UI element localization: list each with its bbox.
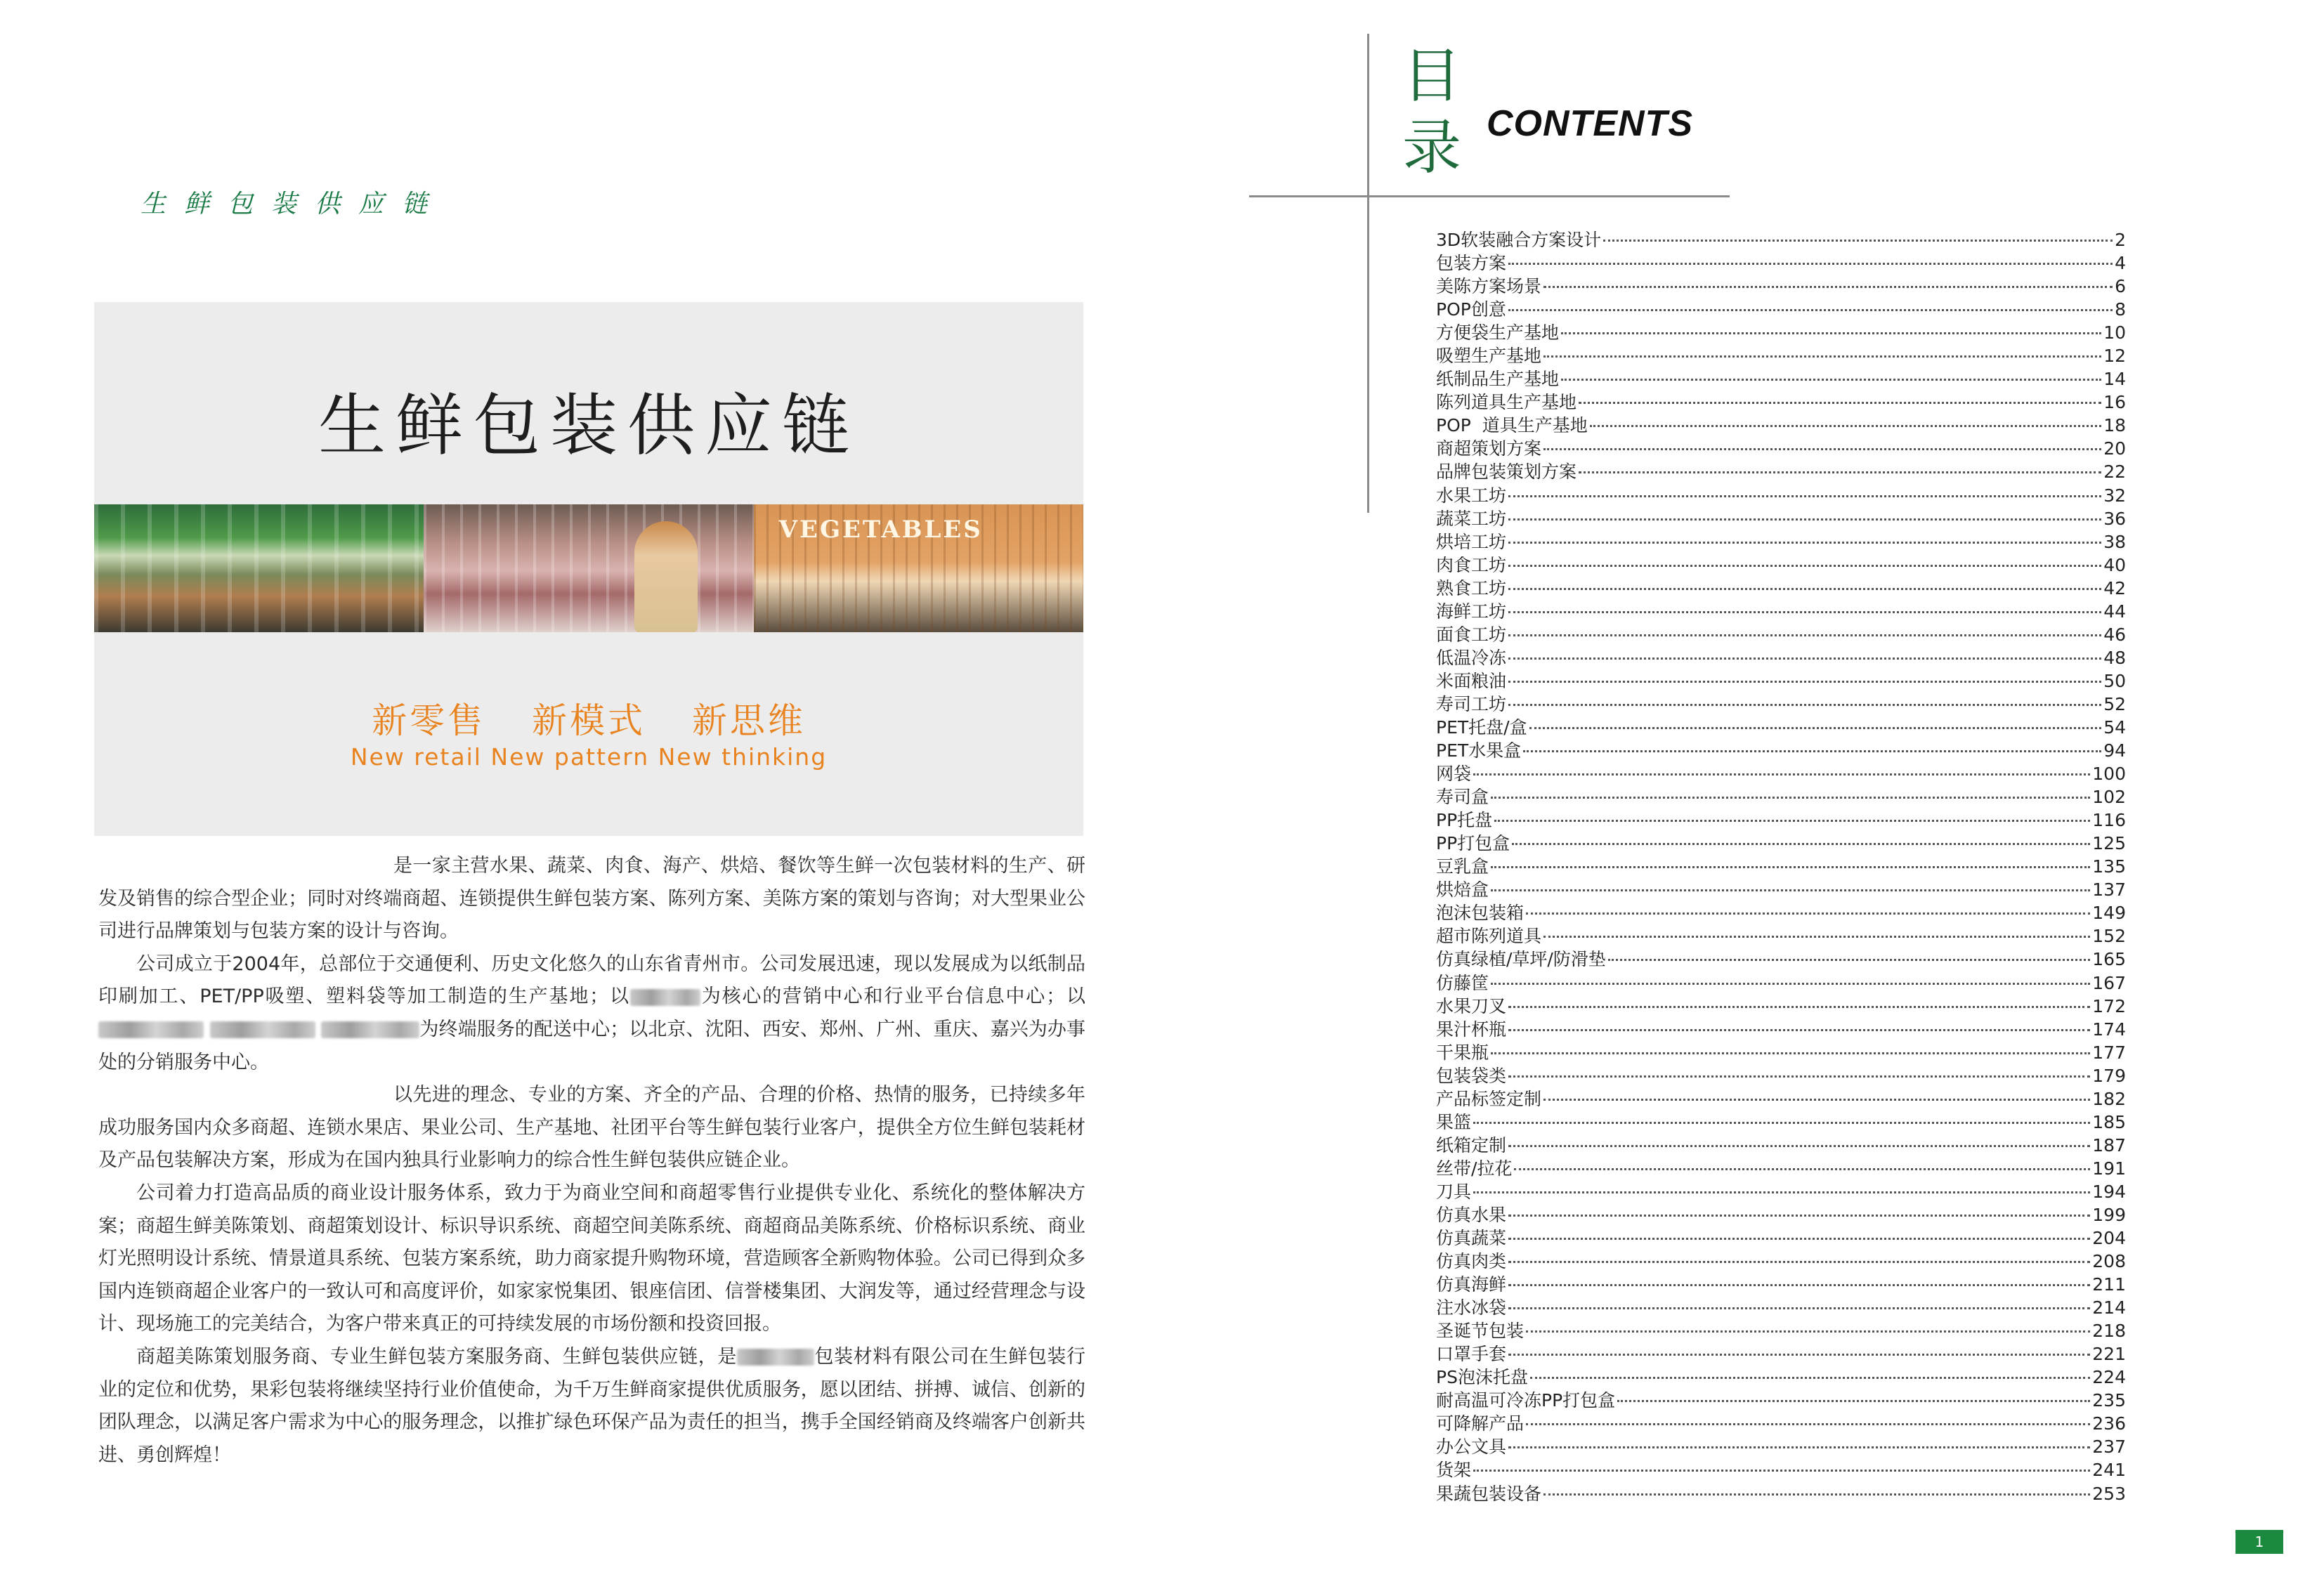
toc-entry[interactable]: [1436, 901, 2126, 924]
toc-entry[interactable]: [1436, 298, 2126, 321]
toc-leader-dots: [1608, 959, 2090, 961]
toc-entry-label: 泡沫包装箱: [1436, 903, 1525, 924]
table-of-contents: [1436, 228, 2126, 1505]
toc-entry-page: 50: [2103, 670, 2126, 691]
toc-entry[interactable]: [1436, 669, 2126, 693]
toc-entry-page: 20: [2103, 438, 2126, 459]
toc-entry[interactable]: [1436, 1134, 2126, 1157]
toc-entry[interactable]: [1436, 878, 2126, 901]
toc-entry-label: 刀具: [1436, 1181, 1472, 1202]
intro-paragraph: 以先进的理念、专业的方案、齐全的产品、合理的价格、热情的服务，已持续多年成功服务国内众多商超、连锁水果店、果业公司、生产基地、社团平台等生鲜包装行业客户，提供全方位生鲜包装耗材及产品包装解决方案，形成为在国内独具行业影响力的综合性生鲜包装供应链企业。: [98, 1084, 1085, 1172]
toc-entry-page: 224: [2092, 1367, 2126, 1388]
redacted-text: [737, 1349, 814, 1366]
toc-leader-dots: [1508, 1215, 2090, 1217]
slogan-chinese: 新零售 新模式 新思维: [372, 700, 806, 741]
toc-leader-dots: [1491, 866, 2090, 868]
toc-entry-page: 236: [2092, 1413, 2126, 1434]
contents-heading: CONTENTS: [1487, 103, 1693, 144]
hero-banner: [94, 302, 1083, 836]
redacted-text: [630, 989, 700, 1006]
toc-entry-page: 4: [2115, 253, 2126, 274]
toc-entry-page: 214: [2092, 1297, 2126, 1318]
toc-entry-label: 口罩手套: [1436, 1344, 1507, 1365]
toc-entry-label: 蔬菜工坊: [1436, 508, 1507, 529]
toc-leader-dots: [1512, 843, 2090, 845]
toc-entry-label: PP打包盒: [1436, 833, 1510, 854]
toc-leader-dots: [1508, 1354, 2090, 1356]
toc-entry-page: 187: [2092, 1134, 2126, 1156]
toc-entry-page: 172: [2092, 995, 2126, 1016]
redacted-text: [321, 1021, 419, 1038]
toc-entry-page: 6: [2115, 276, 2126, 297]
toc-entry-page: 208: [2092, 1251, 2126, 1272]
toc-entry-label: 水果刀叉: [1436, 995, 1507, 1016]
toc-entry-label: 陈列道具生产基地: [1436, 392, 1577, 413]
supermarket-photo-strip: [94, 504, 1083, 632]
toc-leader-dots: [1508, 309, 2113, 311]
toc-entry-page: 199: [2092, 1204, 2126, 1225]
toc-leader-dots: [1508, 1075, 2090, 1078]
toc-leader-dots: [1617, 1400, 2090, 1402]
toc-entry-page: 237: [2092, 1437, 2126, 1458]
toc-leader-dots: [1491, 889, 2090, 891]
toc-entry[interactable]: [1436, 228, 2126, 251]
toc-entry-label: PS泡沫托盘: [1436, 1367, 1528, 1388]
toc-entry[interactable]: [1436, 1389, 2126, 1412]
toc-entry[interactable]: [1436, 1342, 2126, 1366]
toc-entry-label: 果篮: [1436, 1111, 1472, 1132]
toc-leader-dots: [1491, 1052, 2090, 1054]
toc-leader-dots: [1561, 332, 2101, 334]
toc-leader-dots: [1526, 912, 2090, 915]
toc-leader-dots: [1579, 471, 2101, 473]
toc-entry-label: 商超策划方案: [1436, 438, 1542, 459]
toc-entry-label: 包装方案: [1436, 253, 1507, 274]
toc-leader-dots: [1514, 1168, 2090, 1170]
toc-entry-label: 烘焙盒: [1436, 879, 1489, 901]
toc-leader-dots: [1508, 634, 2101, 636]
toc-entry-page: 102: [2092, 787, 2126, 808]
toc-entry[interactable]: [1436, 344, 2126, 367]
toc-entry-page: 42: [2103, 577, 2126, 598]
toc-entry-label: 干果瓶: [1436, 1042, 1489, 1063]
toc-entry[interactable]: [1436, 716, 2126, 739]
toc-entry[interactable]: [1436, 437, 2126, 460]
toc-entry-label: 果蔬包装设备: [1436, 1483, 1542, 1504]
toc-leader-dots: [1543, 448, 2101, 450]
toc-entry-label: 米面粮油: [1436, 670, 1507, 691]
toc-title-char: 录: [1402, 113, 1462, 182]
toc-entry-label: POP 道具生产基地: [1436, 415, 1588, 436]
toc-entry-label: 仿真蔬菜: [1436, 1228, 1507, 1249]
toc-entry-page: 54: [2103, 716, 2126, 738]
toc-entry-page: 36: [2103, 508, 2126, 529]
toc-entry[interactable]: [1436, 507, 2126, 530]
toc-entry-page: 10: [2103, 322, 2126, 343]
produce-aisle-photo: [94, 504, 424, 632]
toc-entry[interactable]: [1436, 1018, 2126, 1041]
toc-entry-label: 面食工坊: [1436, 624, 1507, 645]
toc-entry-label: 低温冷冻: [1436, 647, 1507, 668]
toc-entry-page: 12: [2103, 346, 2126, 367]
toc-entry[interactable]: [1436, 554, 2126, 577]
toc-entry-page: 165: [2092, 949, 2126, 970]
toc-entry[interactable]: [1436, 275, 2126, 298]
toc-entry-page: 48: [2103, 647, 2126, 668]
toc-entry-page: 116: [2092, 810, 2126, 831]
toc-entry-label: PP托盘: [1436, 810, 1493, 831]
toc-entry-page: 174: [2092, 1019, 2126, 1040]
toc-entry-page: 211: [2092, 1274, 2126, 1295]
toc-leader-dots: [1590, 425, 2101, 427]
toc-entry[interactable]: [1436, 1273, 2126, 1296]
toc-entry[interactable]: [1436, 367, 2126, 391]
toc-leader-dots: [1508, 1145, 2090, 1147]
toc-entry[interactable]: [1436, 1203, 2126, 1226]
toc-leader-dots: [1473, 1191, 2090, 1193]
toc-entry-label: 仿真绿植/草坪/防滑垫: [1436, 949, 1606, 970]
toc-entry-page: 253: [2092, 1483, 2126, 1504]
toc-leader-dots: [1579, 402, 2101, 404]
toc-entry-label: 仿真水果: [1436, 1204, 1507, 1225]
toc-entry-page: 22: [2103, 462, 2126, 483]
toc-entry-page: 46: [2103, 624, 2126, 645]
toc-entry-label: 可降解产品: [1436, 1413, 1525, 1434]
toc-leader-dots: [1508, 1029, 2090, 1031]
intro-paragraph: 公司成立于2004年，总部位于交通便利、历史文化悠久的山东省青州市。公司发展迅速，现以发展成为以纸制品印刷加工、PET/PP吸塑、塑料袋等加工制造的生产基地；以 为核心的营销中心和行业平台信息中心；以 为终端服务的配送中心；以北京、沈阳、西安、郑州、广州、重庆、嘉兴为办事处的分销服务中心。: [98, 953, 1086, 1073]
toc-entry-page: 14: [2103, 369, 2126, 390]
toc-entry[interactable]: [1436, 1041, 2126, 1064]
toc-entry-label: 办公文具: [1436, 1437, 1507, 1458]
toc-entry[interactable]: [1436, 1157, 2126, 1180]
toc-entry[interactable]: [1436, 460, 2126, 483]
toc-entry-label: 产品标签定制: [1436, 1088, 1542, 1109]
toc-entry[interactable]: [1436, 1319, 2126, 1342]
toc-entry[interactable]: [1436, 321, 2126, 344]
toc-leader-dots: [1543, 1099, 2090, 1101]
toc-leader-dots: [1491, 797, 2090, 799]
toc-entry[interactable]: [1436, 1180, 2126, 1203]
toc-entry[interactable]: [1436, 739, 2126, 762]
toc-entry[interactable]: [1436, 623, 2126, 646]
toc-leader-dots: [1473, 773, 2090, 776]
toc-entry-page: 182: [2092, 1088, 2126, 1109]
toc-entry-label: 烘培工坊: [1436, 531, 1507, 552]
toc-entry-label: 美陈方案场景: [1436, 276, 1542, 297]
toc-leader-dots: [1508, 1307, 2090, 1309]
toc-leader-dots: [1523, 750, 2101, 752]
toc-entry-label: 货架: [1436, 1460, 1472, 1481]
toc-leader-dots: [1508, 1238, 2090, 1240]
toc-leader-dots: [1508, 611, 2101, 613]
toc-entry[interactable]: [1436, 855, 2126, 878]
toc-leader-dots: [1508, 565, 2101, 567]
toc-entry-label: 水果工坊: [1436, 485, 1507, 506]
intro-paragraph: 公司着力打造高品质的商业设计服务体系，致力于为商业空间和商超零售行业提供专业化、系统化的整体解决方案；商超生鲜美陈策划、商超策划设计、标识导识系统、商超空间美陈系统、商超商品美陈系统、价格标识系统、商业灯光照明设计系统、情景道具系统、包装方案系统，助力商家提升购物环境，营造顾客全新购物体验。公司已得到众多国内连锁商超企业客户的一致认可和高度评价，如家家悦集团、银座信团、信誉楼集团、大润发等，通过经营理念与设计、现场施工的完美结合，为客户带来真正的可持续发展的市场份额和投资回报。: [98, 1182, 1085, 1335]
toc-entry-label: 肉食工坊: [1436, 554, 1507, 575]
toc-entry-page: 152: [2092, 926, 2126, 947]
toc-entry[interactable]: [1436, 809, 2126, 832]
toc-leader-dots: [1543, 1493, 2090, 1496]
intro-paragraph: 是一家主营水果、蔬菜、肉食、海产、烘焙、餐饮等生鲜一次包装材料的生产、研发及销售的综合型企业；同时对终端商超、连锁提供生鲜包装方案、陈列方案、美陈方案的策划与咨询；对大型果业公司进行品牌策划与包装方案的设计与咨询。: [98, 855, 1085, 943]
toc-entry[interactable]: [1436, 948, 2126, 971]
horizontal-divider: [1249, 195, 1730, 197]
toc-leader-dots: [1473, 1470, 2090, 1472]
toc-entry[interactable]: [1436, 1296, 2126, 1319]
page-number-badge: 1: [2235, 1530, 2283, 1554]
toc-leader-dots: [1561, 379, 2101, 381]
toc-leader-dots: [1508, 1284, 2090, 1286]
vegetables-sign: VEGETABLES: [778, 516, 983, 544]
toc-leader-dots: [1508, 681, 2101, 683]
toc-leader-dots: [1526, 1423, 2090, 1425]
toc-entry-label: 仿真肉类: [1436, 1251, 1507, 1272]
toc-entry[interactable]: [1436, 1087, 2126, 1111]
toc-leader-dots: [1530, 1377, 2090, 1379]
toc-entry[interactable]: [1436, 484, 2126, 507]
toc-entry-label: 包装袋类: [1436, 1065, 1507, 1086]
toc-entry-label: 海鲜工坊: [1436, 601, 1507, 622]
toc-entry-page: 135: [2092, 856, 2126, 877]
toc-entry-page: 218: [2092, 1321, 2126, 1342]
toc-entry-page: 38: [2103, 531, 2126, 552]
toc-entry-label: 超市陈列道具: [1436, 926, 1542, 947]
toc-entry-page: 167: [2092, 972, 2126, 993]
toc-entry-label: 品牌包装策划方案: [1436, 462, 1577, 483]
toc-title-char: 目: [1402, 41, 1462, 110]
toc-leader-dots: [1508, 542, 2101, 544]
toc-leader-dots: [1491, 983, 2090, 985]
toc-entry-page: 241: [2092, 1460, 2126, 1481]
toc-entry[interactable]: [1436, 1111, 2126, 1134]
toc-entry-page: 16: [2103, 392, 2126, 413]
vegetables-section-photo: [754, 504, 1083, 632]
redacted-text: [210, 1021, 315, 1038]
toc-entry[interactable]: [1436, 1250, 2126, 1273]
hero-title: 生鲜包装供应链: [318, 386, 859, 465]
toc-leader-dots: [1494, 820, 2090, 822]
toc-entry-page: 44: [2103, 601, 2126, 622]
toc-entry-label: 仿真海鲜: [1436, 1274, 1507, 1295]
toc-entry[interactable]: [1436, 414, 2126, 437]
toc-entry-page: 235: [2092, 1390, 2126, 1411]
toc-leader-dots: [1508, 704, 2101, 706]
toc-entry-page: 177: [2092, 1042, 2126, 1063]
toc-leader-dots: [1543, 286, 2113, 288]
toc-entry[interactable]: [1436, 1226, 2126, 1250]
toc-entry-label: 3D软装融合方案设计: [1436, 230, 1602, 250]
toc-entry-label: 寿司盒: [1436, 787, 1489, 808]
toc-entry-page: 137: [2092, 879, 2126, 901]
toc-entry-page: 191: [2092, 1158, 2126, 1179]
toc-entry-page: 179: [2092, 1065, 2126, 1086]
intro-paragraph: 商超美陈策划服务商、专业生鲜包装方案服务商、生鲜包装供应链，是 包装材料有限公司在生鲜包装行业的定位和优势，果彩包装将继续坚持行业价值使命，为千万生鲜商家提供优质服务，愿以团结、拼搏、诚信、创新的团队理念，以满足客户需求为中心的服务理念，以推扩绿色环保产品为责任的担当，携手全国经销商及终端客户创新共进、勇创辉煌！: [98, 1345, 1086, 1466]
toc-entry-label: 丝带/拉花: [1436, 1158, 1513, 1179]
toc-entry-page: 94: [2103, 740, 2126, 761]
slogan-english: New retail New pattern New thinking: [350, 743, 828, 771]
toc-entry-label: 圣诞节包装: [1436, 1321, 1525, 1342]
toc-entry-page: 221: [2092, 1344, 2126, 1365]
toc-leader-dots: [1603, 240, 2113, 242]
toc-entry-label: 仿藤筐: [1436, 972, 1489, 993]
toc-entry-page: 52: [2103, 693, 2126, 714]
toc-leader-dots: [1543, 936, 2090, 938]
toc-entry-label: 果汁杯瓶: [1436, 1019, 1507, 1040]
toc-entry-label: 吸塑生产基地: [1436, 346, 1542, 367]
toc-entry[interactable]: [1436, 1366, 2126, 1389]
toc-entry-page: 204: [2092, 1228, 2126, 1249]
toc-entry-page: 100: [2092, 764, 2126, 785]
toc-leader-dots: [1508, 1006, 2090, 1008]
toc-entry-label: 网袋: [1436, 764, 1472, 785]
toc-entry[interactable]: [1436, 924, 2126, 948]
company-introduction: [98, 850, 1085, 1472]
redacted-text: [98, 1021, 204, 1038]
toc-entry-label: PET托盘/盒: [1436, 716, 1527, 738]
toc-entry-page: 40: [2103, 554, 2126, 575]
toc-entry-page: 194: [2092, 1181, 2126, 1202]
vertical-divider: [1367, 34, 1369, 513]
toc-entry-page: 125: [2092, 833, 2126, 854]
toc-entry[interactable]: [1436, 693, 2126, 716]
toc-entry[interactable]: [1436, 391, 2126, 414]
toc-entry-page: 8: [2115, 299, 2126, 320]
toc-leader-dots: [1473, 1122, 2090, 1124]
toc-entry-label: 豆乳盒: [1436, 856, 1489, 877]
brand-tagline: 生鲜包装供应链: [141, 190, 446, 218]
toc-leader-dots: [1508, 657, 2101, 660]
toc-entry-label: 熟食工坊: [1436, 577, 1507, 598]
shopper-figure: [634, 521, 698, 632]
toc-entry-label: 方便袋生产基地: [1436, 322, 1560, 343]
toc-entry[interactable]: [1436, 785, 2126, 809]
toc-entry[interactable]: [1436, 251, 2126, 275]
toc-entry[interactable]: [1436, 1435, 2126, 1458]
toc-leader-dots: [1508, 518, 2101, 521]
toc-leader-dots: [1526, 1330, 2090, 1333]
toc-entry[interactable]: [1436, 1458, 2126, 1481]
toc-entry-label: 纸制品生产基地: [1436, 369, 1560, 390]
toc-entry-label: 寿司工坊: [1436, 693, 1507, 714]
toc-leader-dots: [1543, 355, 2101, 358]
toc-entry-page: 18: [2103, 415, 2126, 436]
toc-leader-dots: [1508, 1261, 2090, 1263]
toc-entry-label: POP创意: [1436, 299, 1506, 320]
toc-entry[interactable]: [1436, 762, 2126, 785]
toc-entry-label: 注水冰袋: [1436, 1297, 1507, 1318]
toc-entry-label: 耐高温可冷冻PP打包盒: [1436, 1390, 1616, 1411]
toc-entry[interactable]: [1436, 646, 2126, 669]
toc-entry-page: 2: [2115, 230, 2126, 250]
meat-counter-shopper-photo: [424, 504, 753, 632]
toc-leader-dots: [1508, 1446, 2090, 1448]
toc-entry[interactable]: [1436, 995, 2126, 1018]
toc-entry[interactable]: [1436, 1064, 2126, 1087]
toc-entry-label: PET水果盒: [1436, 740, 1522, 761]
toc-leader-dots: [1529, 727, 2102, 729]
toc-entry-label: 纸箱定制: [1436, 1134, 1507, 1156]
toc-entry[interactable]: [1436, 530, 2126, 554]
toc-leader-dots: [1508, 495, 2101, 497]
toc-entry[interactable]: [1436, 1482, 2126, 1505]
toc-entry-page: 185: [2092, 1111, 2126, 1132]
toc-entry[interactable]: [1436, 971, 2126, 995]
toc-entry[interactable]: [1436, 577, 2126, 600]
toc-entry-page: 149: [2092, 903, 2126, 924]
toc-entry[interactable]: [1436, 600, 2126, 623]
toc-leader-dots: [1508, 263, 2113, 265]
toc-entry[interactable]: [1436, 1412, 2126, 1435]
toc-leader-dots: [1508, 588, 2101, 590]
toc-entry[interactable]: [1436, 832, 2126, 855]
toc-entry-page: 32: [2103, 485, 2126, 506]
